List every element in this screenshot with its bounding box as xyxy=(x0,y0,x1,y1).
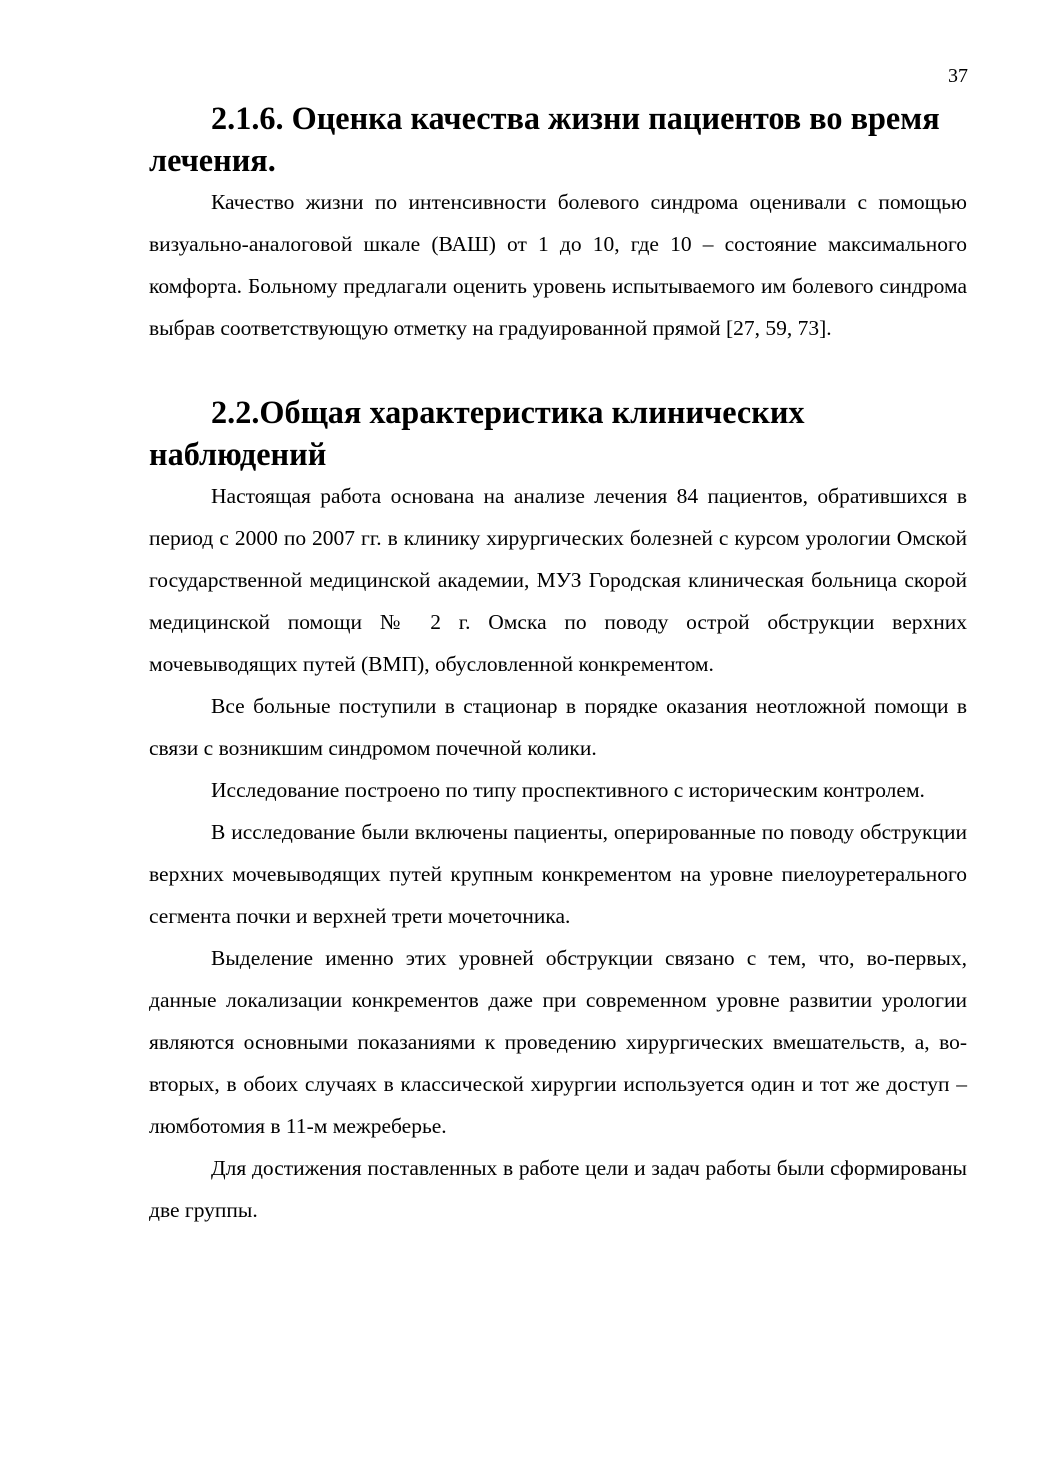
section-heading-clinical-observations: 2.2.Общая характеристика клинических наблюдений xyxy=(149,394,805,472)
paragraph: В исследование были включены пациенты, оперированные по поводу обструкции верхних мочевыводящих путей крупным конкрементом на уровне пиелоуретерального сегмента почки и верхней трети мочеточника. xyxy=(149,820,967,928)
paragraph: Исследование построено по типу проспективного с историческим контролем. xyxy=(211,778,925,802)
paragraph: Все больные поступили в стационар в порядке оказания неотложной помощи в связи с возникшим синдромом почечной колики. xyxy=(149,694,967,760)
page-content xyxy=(149,97,967,1231)
paragraph: Настоящая работа основана на анализе лечения 84 пациентов, обратившихся в период с 2000 по 2007 гг. в клинику хирургических болезней с курсом урологии Омской государственной медицинской академии, МУЗ Городская клиническая больница скорой медицинской помощи № 2 г. Омска по поводу острой обструкции верхних мочевыводящих путей (ВМП), обусловленной конкрементом. xyxy=(149,484,967,676)
section-heading-quality-of-life: 2.1.6. Оценка качества жизни пациентов во время лечения. xyxy=(149,100,940,178)
paragraph: Для достижения поставленных в работе цели и задач работы были сформированы две группы. xyxy=(149,1156,967,1222)
paragraph: Качество жизни по интенсивности болевого синдрома оценивали с помощью визуально-аналоговой шкале (ВАШ) от 1 до 10, где 10 – состояние максимального комфорта. Больному предлагали оценить уровень испытываемого им болевого синдрома выбрав соответствующую отметку на градуированной прямой [27, 59, 73]. xyxy=(149,190,967,340)
page-number: 37 xyxy=(948,65,968,87)
paragraph: Выделение именно этих уровней обструкции связано с тем, что, во-первых, данные локализации конкрементов даже при современном уровне развитии урологии являются основными показаниями к проведению хирургических вмешательств, а, во-вторых, в обоих случаях в классической хирургии используется один и тот же доступ – люмботомия в 11-м межреберье. xyxy=(149,946,967,1138)
